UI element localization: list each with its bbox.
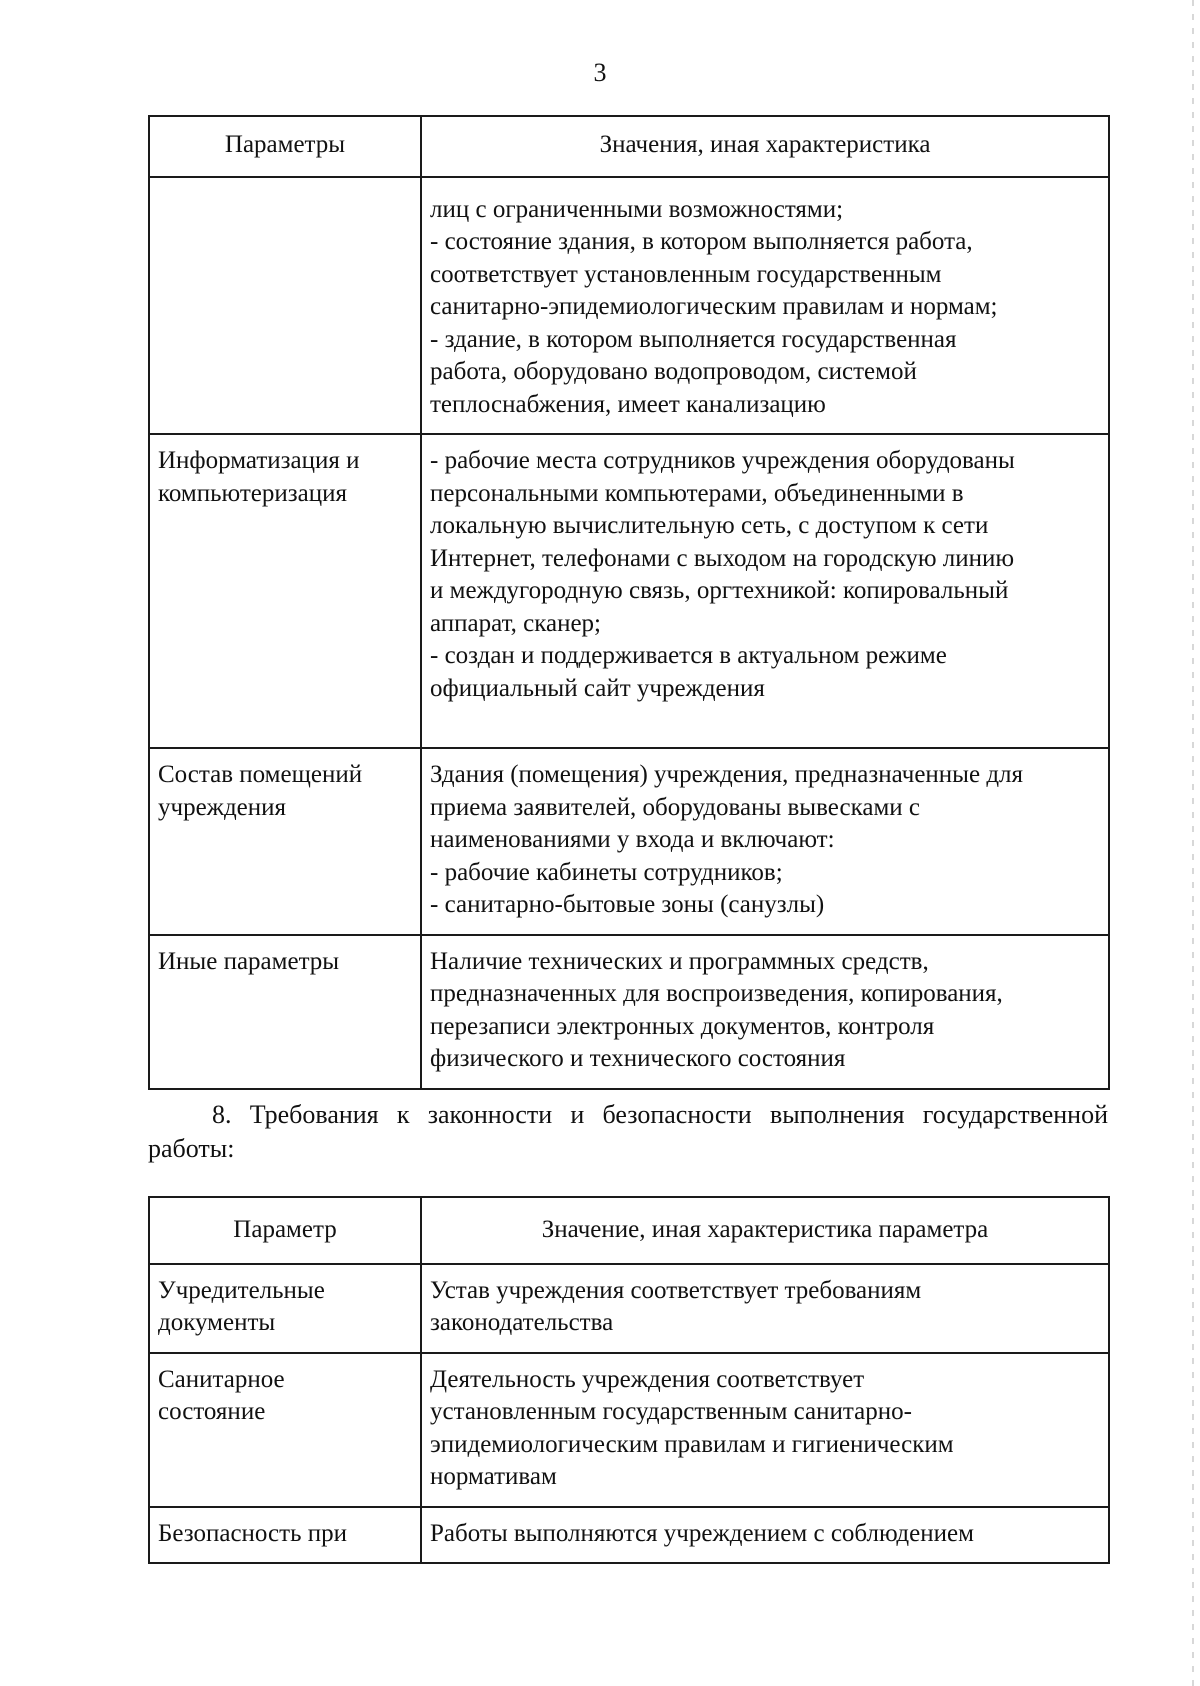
value-cell (421, 935, 1109, 1089)
parameters-table (148, 115, 1110, 1090)
scan-edge-artifact (1192, 0, 1194, 1686)
text-line: официальный сайт учреждения (430, 674, 765, 702)
text-line: локальную вычислительную сеть, с доступом к сети (430, 512, 989, 539)
text-line: Учредительные (158, 1276, 325, 1304)
page-number: 3 (593, 58, 607, 87)
text-line: компьютеризация (158, 479, 347, 507)
text-line: - рабочие кабинеты сотрудников; (430, 858, 783, 886)
table-row (149, 1507, 1109, 1564)
parameter-cell (149, 1264, 421, 1353)
value-cell (421, 1353, 1109, 1507)
text-line: и междугородную связь, оргтехникой: копировальный (430, 577, 1009, 604)
parameter-cell (149, 935, 421, 1089)
text-line: физического и технического состояния (430, 1045, 846, 1072)
text-line: соответствует установленным государственным (430, 260, 942, 288)
text-line: Иные параметры (158, 947, 340, 975)
text-line: Информатизация и (158, 447, 360, 474)
column-header-values: Значения, иная характеристика (421, 116, 1109, 177)
table-header-row (149, 116, 1109, 177)
table-row (149, 935, 1109, 1089)
text-line: теплоснабжения, имеет канализацию (430, 390, 826, 418)
text-line: перезаписи электронных документов, контроля (430, 1012, 935, 1040)
section-8-heading (148, 1098, 1108, 1166)
text-line: Работы выполняются учреждением с соблюдением (430, 1519, 974, 1547)
table-header-row (149, 1197, 1109, 1264)
text-line: Устав учреждения соответствует требованиям (430, 1276, 922, 1304)
text-line: Безопасность при (158, 1519, 347, 1547)
text-line: - состояние здания, в котором выполняется работа, (430, 228, 973, 255)
text-line: приема заявителей, оборудованы вывесками с (430, 793, 920, 821)
value-cell (421, 434, 1109, 748)
column-header-value: Значение, иная характеристика параметра (421, 1197, 1109, 1264)
parameter-cell (149, 434, 421, 748)
parameter-cell (149, 748, 421, 935)
text-line: документы (158, 1309, 276, 1336)
parameter-cell (149, 177, 421, 435)
text-line: эпидемиологическим правилам и гигиеническим (430, 1430, 954, 1458)
section-heading-line: работы: (148, 1134, 235, 1163)
section-heading-line: 8. Требования к законности и безопасности выполнения государственной (212, 1100, 1108, 1129)
table-row (149, 1353, 1109, 1507)
text-line: состояние (158, 1398, 266, 1425)
text-line: работа, оборудовано водопроводом, системой (430, 358, 917, 385)
text-line: санитарно-эпидемиологическим правилам и нормам; (430, 293, 998, 320)
text-line: Интернет, телефонами с выходом на городскую линию (430, 544, 1015, 572)
value-cell (421, 1264, 1109, 1353)
text-line: лиц с ограниченными возможностями; (430, 195, 844, 223)
text-line: аппарат, сканер; (430, 609, 601, 637)
column-header-parameters: Параметры (149, 116, 421, 177)
legality-safety-table (148, 1196, 1110, 1564)
table-row (149, 434, 1109, 748)
text-line: персональными компьютерами, объединенными в (430, 479, 964, 507)
table-row (149, 748, 1109, 935)
text-line: - санитарно-бытовые зоны (санузлы) (430, 891, 825, 918)
text-line: Здания (помещения) учреждения, предназначенные для (430, 761, 1024, 788)
text-line: предназначенных для воспроизведения, копирования, (430, 980, 1003, 1007)
text-line: - создан и поддерживается в актуальном режиме (430, 642, 947, 669)
table-row (149, 177, 1109, 435)
table-row (149, 1264, 1109, 1353)
parameter-cell (149, 1507, 421, 1564)
text-line: нормативам (430, 1463, 557, 1490)
parameter-cell (149, 1353, 421, 1507)
text-line: Состав помещений (158, 761, 363, 788)
text-line: наименованиями у входа и включают: (430, 826, 835, 853)
text-line: законодательства (430, 1309, 614, 1336)
text-line: - рабочие места сотрудников учреждения оборудованы (430, 447, 1015, 474)
text-line: Деятельность учреждения соответствует (430, 1365, 865, 1393)
value-cell (421, 748, 1109, 935)
value-cell (421, 1507, 1109, 1564)
column-header-parameter: Параметр (149, 1197, 421, 1264)
text-line: Наличие технических и программных средств, (430, 947, 929, 975)
text-line: учреждения (158, 793, 287, 821)
text-line: установленным государственным санитарно- (430, 1398, 912, 1425)
value-cell (421, 177, 1109, 435)
text-line: - здание, в котором выполняется государственная (430, 325, 957, 353)
text-line: Санитарное (158, 1365, 285, 1393)
